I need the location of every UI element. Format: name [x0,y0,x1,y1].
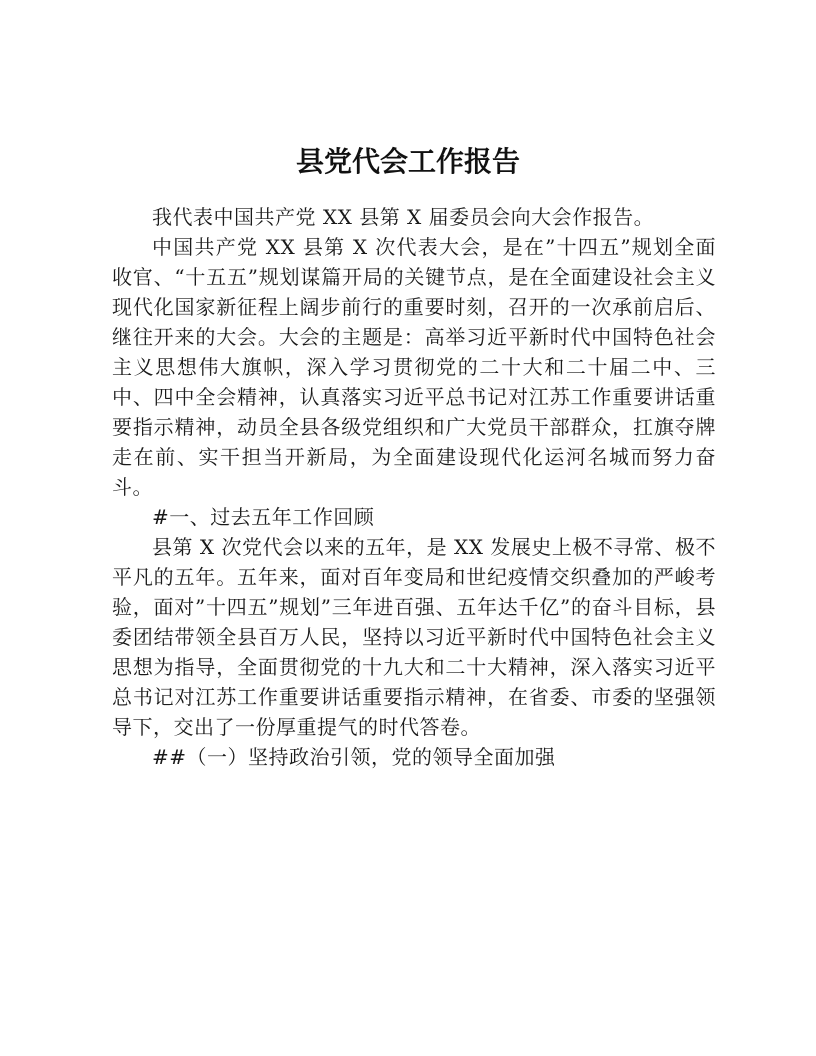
section-heading-review: #一、过去五年工作回顾 [152,505,375,529]
document-body [112,202,716,772]
subsection-heading-political-leadership: ##（一）坚持政治引领，党的领导全面加强 [152,745,556,769]
paragraph-five-years: 县第 X 次党代会以来的五年，是 XX 发展史上极不寻常、极不平凡的五年。五年来，面对百年变局和世纪疫情交织叠加的严峻考验，面对”十四五”规划”三年进百强、五年达千亿”的奋斗目标，县委团结带领全县百万人民，坚持以习近平新时代中国特色社会主义思想为指导，全面贯彻党的十九大和二十大精神，深入落实习近平总书记对江苏工作重要讲话重要指示精神，在省委、市委的坚强领导下，交出了一份厚重提气的时代答卷。 [112,535,716,739]
paragraph-congress-theme: 中国共产党 XX 县第 X 次代表大会，是在”十四五”规划全面收官、“十五五”规划谋篇开局的关键节点，是在全面建设社会主义现代化国家新征程上阔步前行的重要时刻，召开的一次承前启后、继往开来的大会。大会的主题是：高举习近平新时代中国特色社会主义思想伟大旗帜，深入学习贯彻党的二十大和二十届二中、三中、四中全会精神，认真落实习近平总书记对江苏工作重要讲话重要指示精神，动员全县各级党组织和广大党员干部群众，扛旗夺牌走在前、实干担当开新局，为全面建设现代化运河名城而努力奋斗。 [112,235,716,499]
document-title: 县党代会工作报告 [295,145,520,178]
paragraph-opening: 我代表中国共产党 XX 县第 X 届委员会向大会作报告。 [152,205,655,229]
